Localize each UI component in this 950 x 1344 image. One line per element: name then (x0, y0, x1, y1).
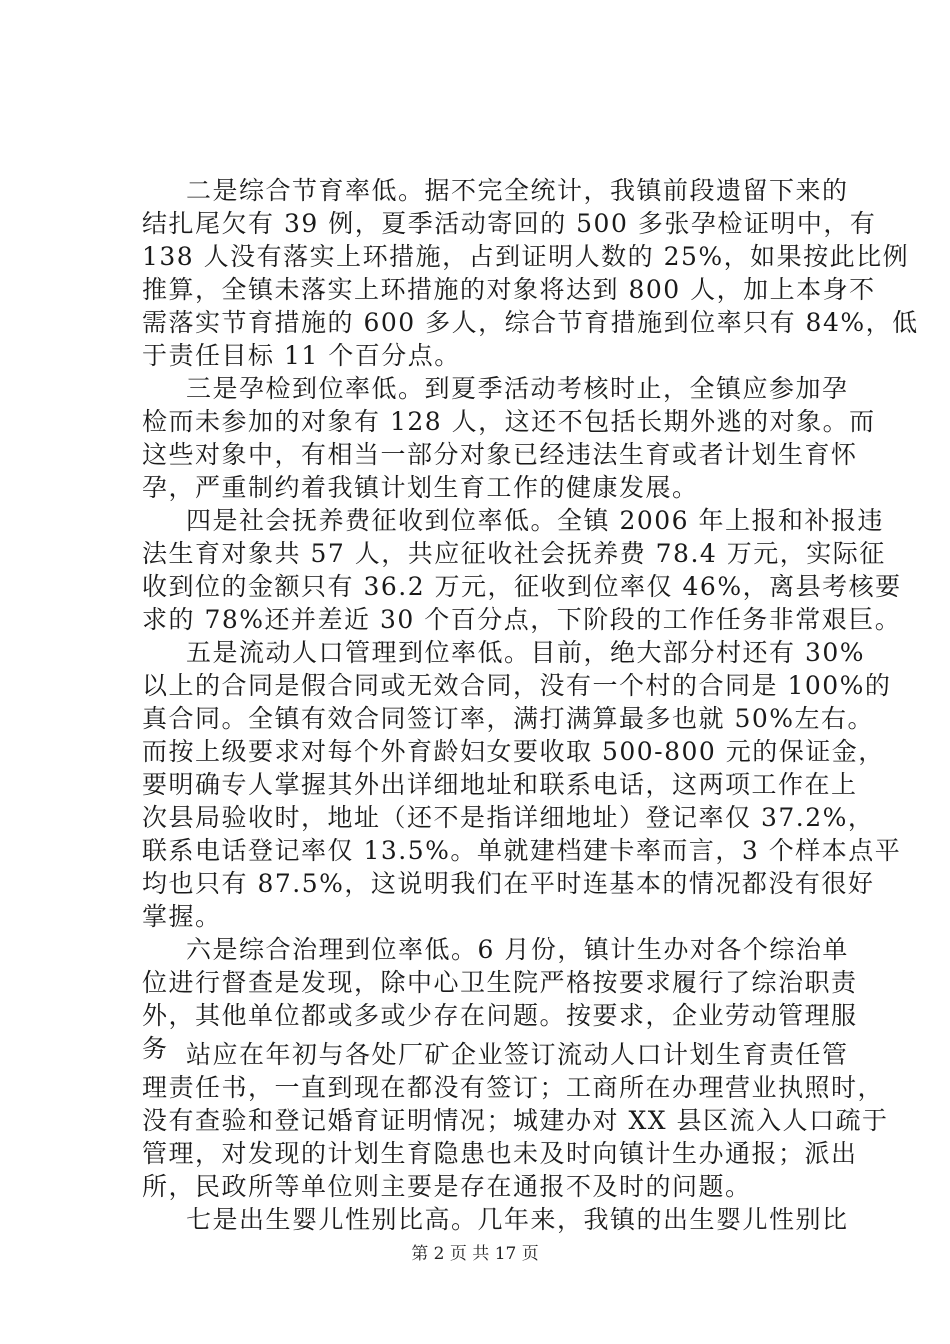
text-line: 二是综合节育率低。据不完全统计，我镇前段遗留下来的 (186, 176, 849, 205)
text-line: 次县局验收时，地址（还不是指详细地址）登记率仅 37.2%， (142, 803, 875, 832)
page-number-label: 第 2 页 共 17 页 (411, 1244, 539, 1264)
text-line: 站应在年初与各处厂矿企业签订流动人口计划生育责任管 (186, 1040, 849, 1069)
text-line: 五是流动人口管理到位率低。目前，绝大部分村还有 30% (186, 638, 866, 667)
text-line: 检而未参加的对象有 128 人，这还不包括长期外逃的对象。而 (142, 407, 876, 436)
text-line: 三是孕检到位率低。到夏季活动考核时止，全镇应参加孕 (186, 374, 849, 403)
text-line: 七是出生婴儿性别比高。几年来，我镇的出生婴儿性别比 (186, 1205, 849, 1234)
text-line: 孕，严重制约着我镇计划生育工作的健康发展。 (142, 473, 699, 502)
text-line: 掌握。 (142, 902, 222, 931)
text-line: 管理，对发现的计划生育隐患也未及时向镇计生办通报；派出 (142, 1139, 858, 1168)
text-line: 外，其他单位都或多或少存在问题。按要求，企业劳动管理服 (142, 1001, 858, 1030)
text-line: 理责任书，一直到现在都没有签订；工商所在办理营业执照时， (142, 1073, 885, 1102)
text-line: 需落实节育措施的 600 多人，综合节育措施到位率只有 84%，低 (142, 308, 919, 337)
text-line: 收到位的金额只有 36.2 万元，征收到位率仅 46%，离县考核要 (142, 572, 902, 601)
text-line: 四是社会抚养费征收到位率低。全镇 2006 年上报和补报违 (186, 506, 885, 535)
text-line: 所，民政所等单位则主要是存在通报不及时的问题。 (142, 1172, 752, 1201)
text-line: 要明确专人掌握其外出详细地址和联系电话，这两项工作在上 (142, 770, 858, 799)
text-line: 位进行督查是发现，除中心卫生院严格按要求履行了综治职责 (142, 968, 858, 997)
text-line: 于责任目标 11 个百分点。 (142, 341, 461, 370)
text-line: 六是综合治理到位率低。6 月份，镇计生办对各个综治单 (186, 935, 849, 964)
text-line: 求的 78%还并差近 30 个百分点，下阶段的工作任务非常艰巨。 (142, 605, 902, 634)
text-line: 而按上级要求对每个外育龄妇女要收取 500-800 元的保证金， (142, 737, 885, 766)
text-line: 以上的合同是假合同或无效合同，没有一个村的合同是 100%的 (142, 671, 892, 700)
text-line: 138 人没有落实上环措施，占到证明人数的 25%，如果按此比例 (142, 242, 910, 271)
text-line: 结扎尾欠有 39 例，夏季活动寄回的 500 多张孕检证明中，有 (142, 209, 877, 238)
text-line: 没有查验和登记婚育证明情况；城建办对 XX 县区流入人口疏于 (142, 1106, 889, 1135)
text-line: 联系电话登记率仅 13.5%。单就建档建卡率而言，3 个样本点平 (142, 836, 902, 865)
text-line: 真合同。全镇有效合同签订率，满打满算最多也就 50%左右。 (142, 704, 875, 733)
text-line: 推算，全镇未落实上环措施的对象将达到 800 人，加上本身不 (142, 275, 876, 304)
text-line: 法生育对象共 57 人，共应征收社会抚养费 78.4 万元，实际征 (142, 539, 886, 568)
text-line: 务 (142, 1034, 169, 1063)
text-line: 均也只有 87.5%，这说明我们在平时连基本的情况都没有很好 (142, 869, 875, 898)
text-line: 这些对象中，有相当一部分对象已经违法生育或者计划生育怀 (142, 440, 858, 469)
page-footer (0, 1244, 950, 1264)
